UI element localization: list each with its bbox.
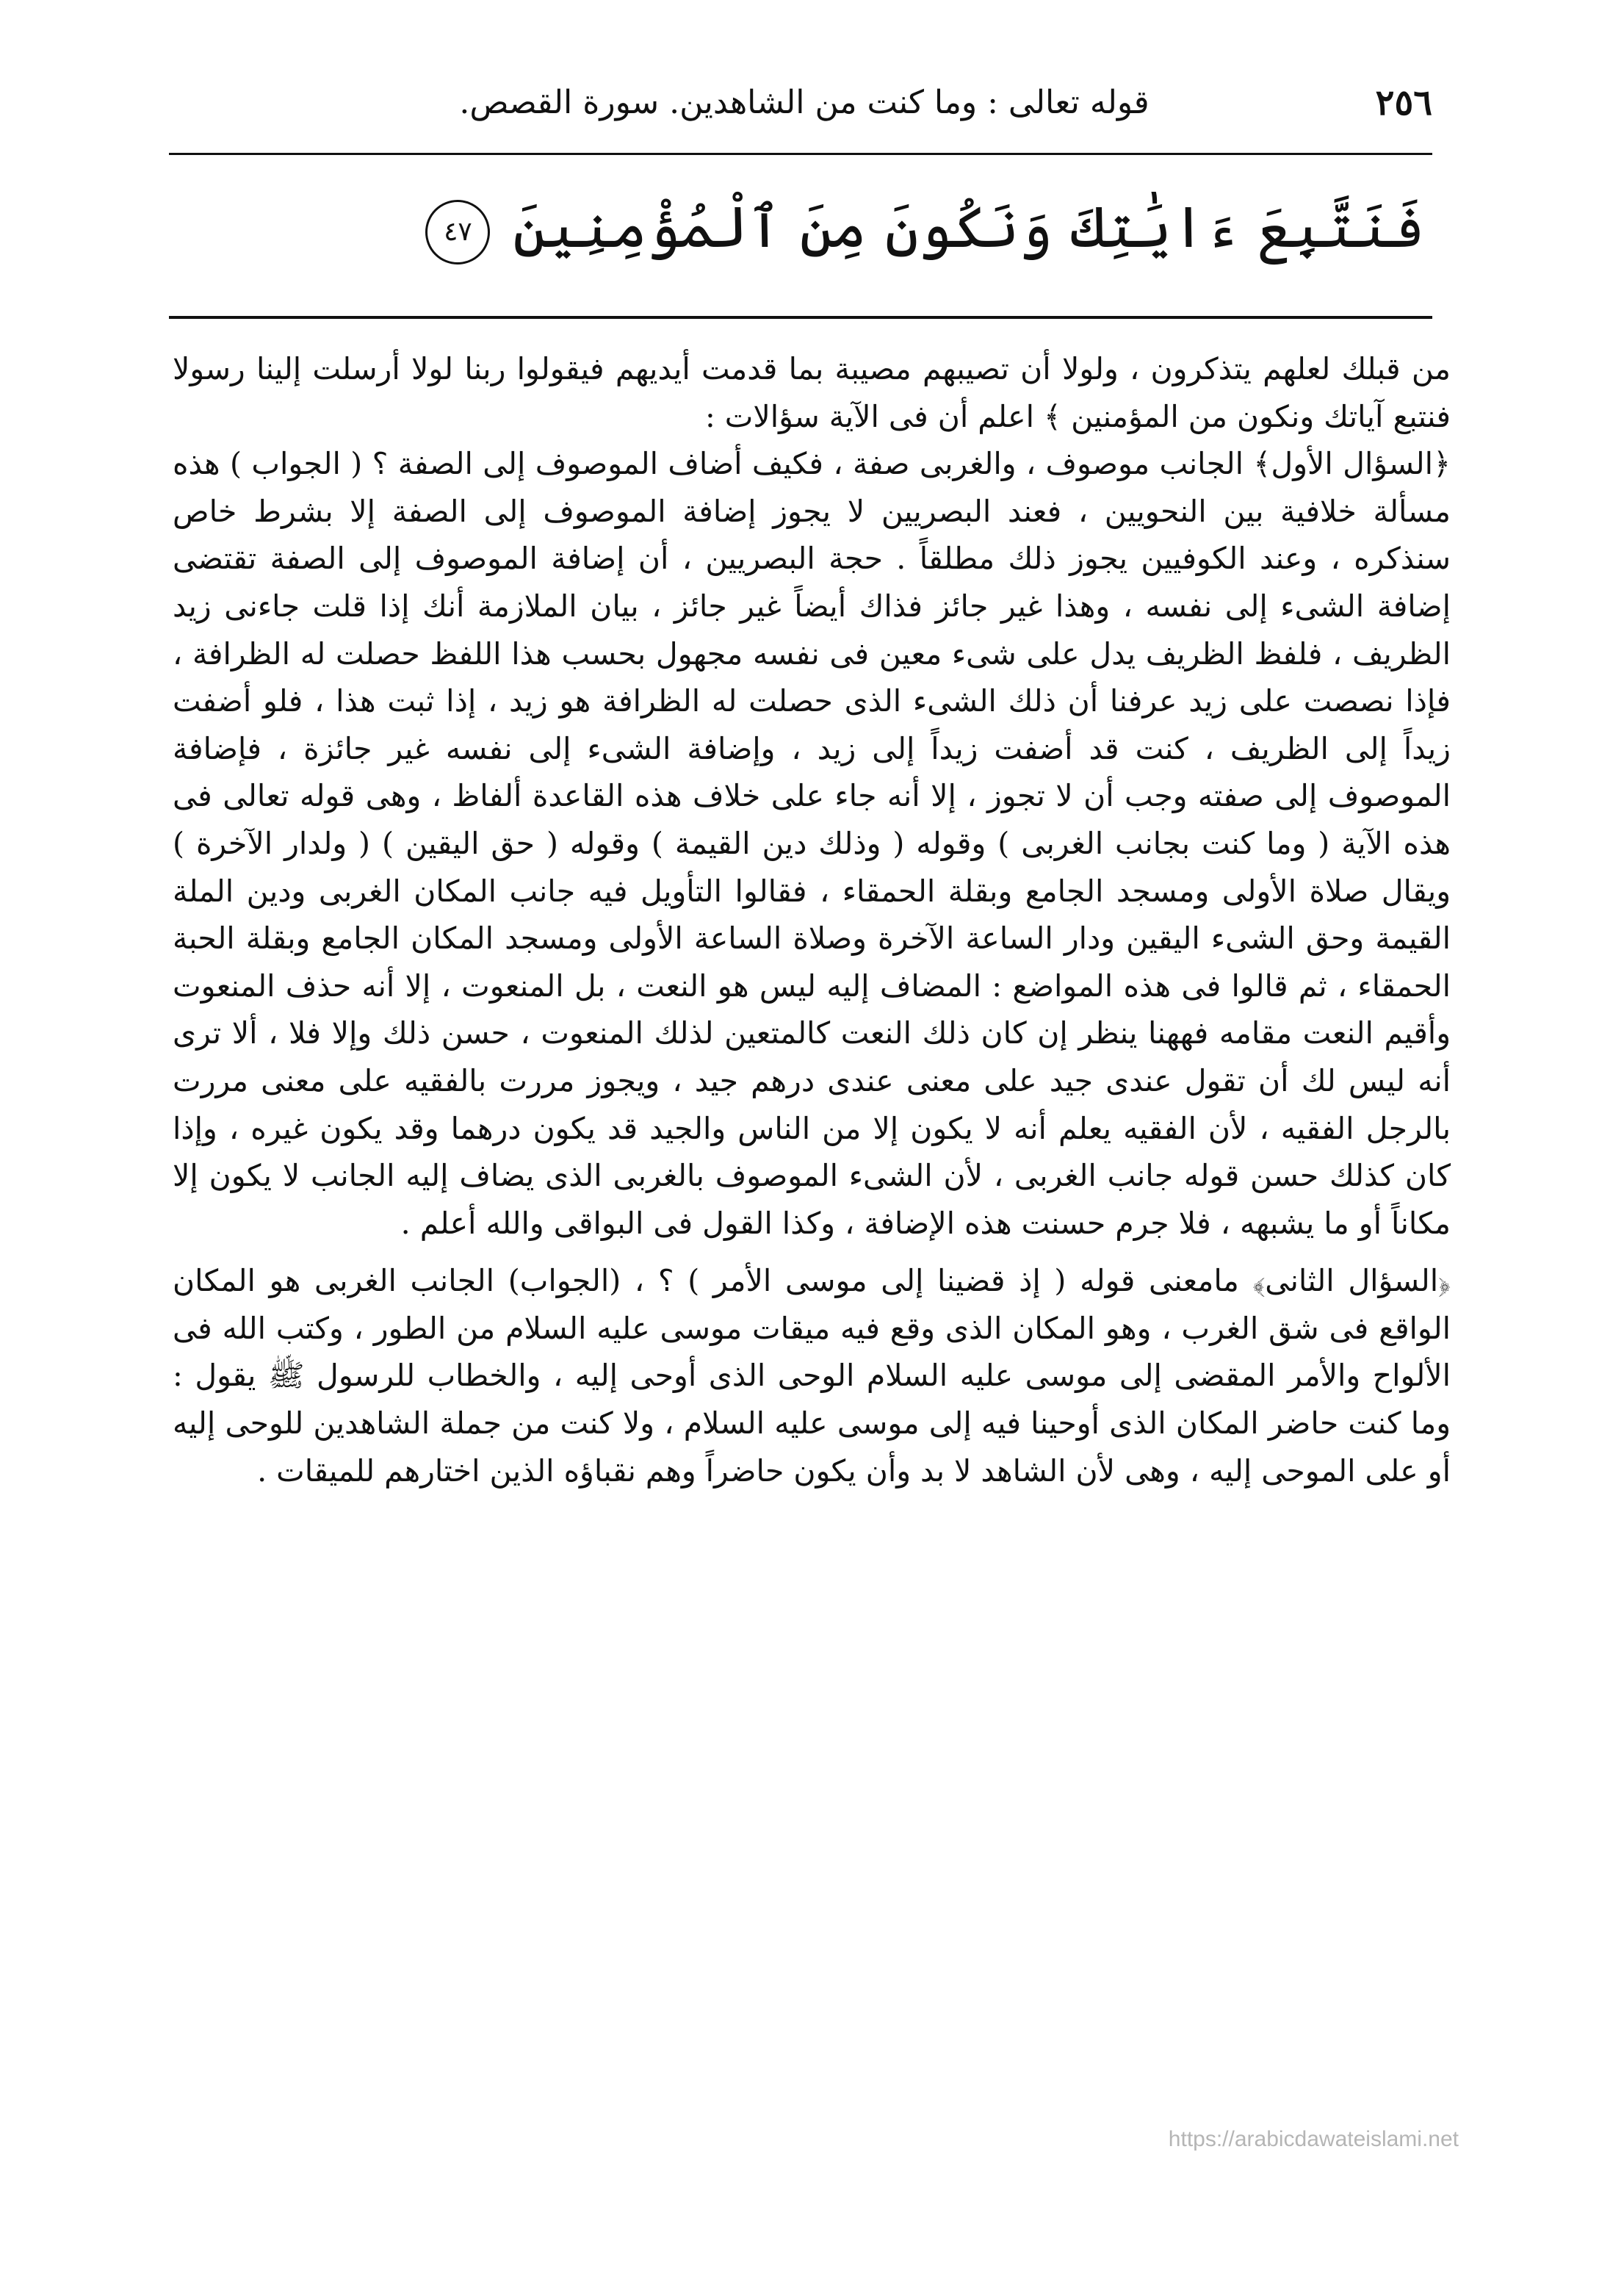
running-title: قوله تعالى : وما كنت من الشاهدين. سورة القصص. (459, 84, 1150, 121)
paragraph-second-question: ﴿السؤال الثانى﴾ مامعنى قوله ( إذ قضينا إلى موسى الأمر ) ؟ ، (الجواب) الجانب الغربى هو المكان الواقع فى شق الغرب ، وهو المكان الذى وقع فيه ميقات موسى عليه السلام من الطور ، وكتب الله فى الألواح والأمر المقضى إلى موسى عليه السلام الوحى الذى أوحى إليه ، والخطاب للرسول ﷺ يقول : وما كنت حاضر المكان الذى أوحينا فيه إلى موسى عليه السلام ، ولا كنت من جملة الشاهدين للوحى إليه أو على الموحى إليه ، وهى لأن الشاهد لا بد وأن يكون حاضراً وهم نقباؤه الذين اختارهم للميقات . (173, 1263, 1451, 1489)
watermark-url: https://arabicdawateislami.net (1168, 2127, 1459, 2151)
verse-divider (169, 316, 1432, 319)
quran-verse (191, 165, 1425, 305)
page-number: ٢٥٦ (1375, 82, 1432, 123)
verse-text: فَنَتَّبِعَ ءَايَٰتِكَ وَنَكُونَ مِنَ ٱلْمُؤْمِنِينَ (513, 195, 1425, 261)
paragraph-intro: من قبلك لعلهم يتذكرون ، ولولا أن تصيبهم مصيبة بما قدمت أيديهم فيقولوا ربنا لولا أرسلت إلينا رسولا فنتبع آياتك ونكون من المؤمنين ﴾ اعلم أن فى الآية سؤالات : (173, 351, 1451, 434)
commentary-text (173, 345, 1451, 1494)
header-divider (169, 153, 1432, 155)
ayah-number-marker: ٤٧ (425, 200, 490, 264)
page-header (169, 77, 1432, 136)
paragraph-first-question: ﴿السؤال الأول﴾ الجانب موصوف ، والغربى صفة ، فكيف أضاف الموصوف إلى الصفة ؟ ( الجواب ) هذه مسألة خلافية بين النحويين ، فعند البصريين لا يجوز إضافة الموصوف إلى الصفة إلا بشرط خاص سنذكره ، وعند الكوفيين يجوز ذلك مطلقاً . حجة البصريين ، أن إضافة الموصوف إلى الصفة تقتضى إضافة الشىء إلى نفسه ، وهذا غير جائز فذاك أيضاً غير جائز ، بيان الملازمة أنك إذا قلت جاءنى زيد الظريف ، فلفظ الظريف يدل على شىء معين فى نفسه مجهول بحسب هذا اللفظ حصلت له الظرافة ، فإذا نصصت على زيد عرفنا أن ذلك الشىء الذى حصلت له الظرافة هو زيد ، إذا ثبت هذا ، فلو أضفت زيداً إلى الظريف ، كنت قد أضفت زيداً إلى زيد ، وإضافة الشىء إلى نفسه غير جائزة ، فإضافة الموصوف إلى صفته وجب أن لا تجوز ، إلا أنه جاء على خلاف هذه القاعدة ألفاظ ، وهى قوله تعالى فى هذه الآية ( وما كنت بجانب الغربى ) وقوله ( وذلك دين القيمة ) وقوله ( حق اليقين ) ( ولدار الآخرة ) ويقال صلاة الأولى ومسجد الجامع وبقلة الحمقاء ، فقالوا التأويل فيه جانب المكان الغربى ودين الملة القيمة وحق الشىء اليقين ودار الساعة الآخرة وصلاة الساعة الأولى ومسجد المكان الجامع وبقلة الحبة الحمقاء ، ثم قالوا فى هذه المواضع : المضاف إليه ليس هو النعت ، بل المنعوت ، إلا أنه حذف المنعوت وأقيم النعت مقامه فههنا ينظر إن كان ذلك النعت كالمتعين لذلك المنعوت ، حسن ذلك وإلا فلا ، ألا ترى أنه ليس لك أن تقول عندى جيد على معنى عندى درهم جيد ، ويجوز مررت بالفقيه على معنى مررت بالرجل الفقيه ، لأن الفقيه يعلم أنه لا يكون إلا من الناس والجيد قد يكون درهما وقد يكون غيره ، وإذا كان كذلك حسن قوله جانب الغربى ، لأن الشىء الموصوف بالغربى الذى يضاف إليه الجانب لا يكون إلا مكاناً أو ما يشبهه ، فلا جرم حسنت هذه الإضافة ، وكذا القول فى البواقى والله أعلم . (173, 446, 1451, 1241)
